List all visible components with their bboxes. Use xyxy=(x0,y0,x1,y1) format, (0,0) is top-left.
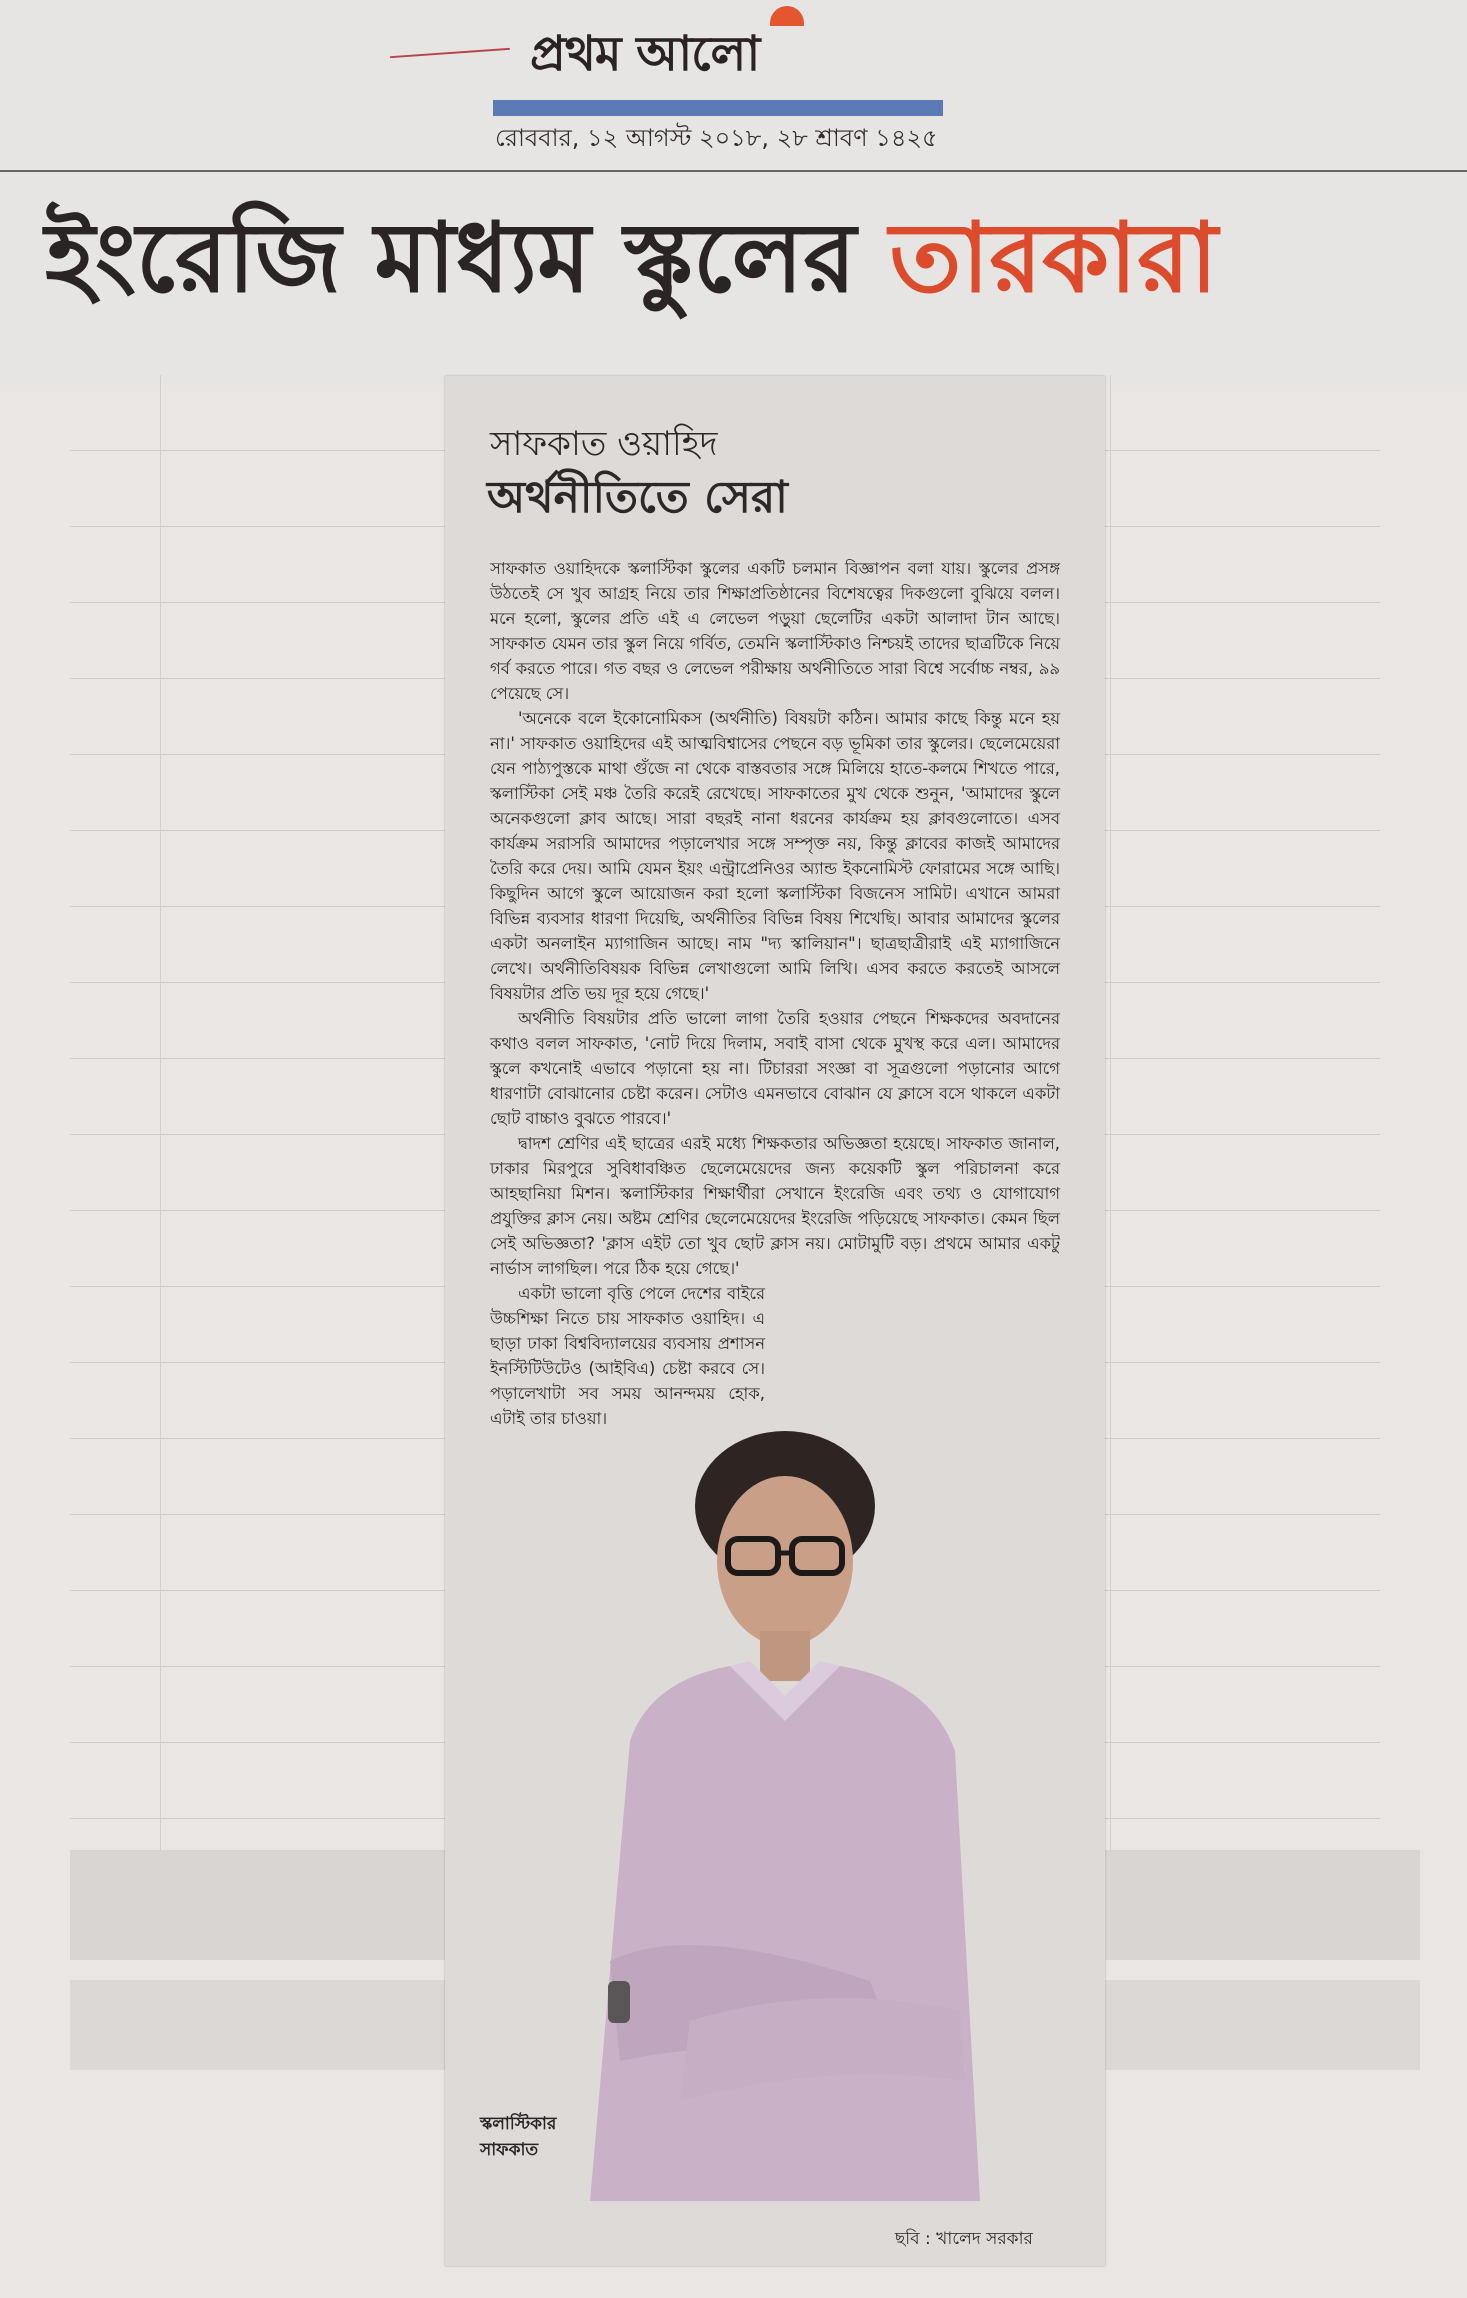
paragraph: দ্বাদশ শ্রেণির এই ছাত্রের এরই মধ্যে শিক্ষকতার অভিজ্ঞতা হয়েছে। সাফকাত জানাল, ঢাকার মিরপুরে সুবিধাবঞ্চিত ছেলেমেয়েদের জন্য কয়েকটি স্কুল পরিচালনা করে আহছানিয়া মিশন। স্কলাস্টিকার শিক্ষার্থীরা সেখানে ইংরেজি এবং তথ্য ও যোগাযোগ প্রযুক্তির ক্লাস নেয়। অষ্টম শ্রেণির ছেলেমেয়েদের ইংরেজি পড়িয়েছে সাফকাত। কেমন ছিল সেই অভিজ্ঞতা? 'ক্লাস এইট তো খুব ছোট ক্লাস নয়। মোটামুটি বড়। প্রথমে আমার একটু নার্ভাস লাগছিল। পরে ঠিক হয়ে গেছে।' xyxy=(490,1134,1060,1278)
photo-credit: ছবি : খালেদ সরকার xyxy=(895,2229,1033,2249)
photo-caption xyxy=(480,2111,556,2163)
caption-line: সাফকাত xyxy=(480,2140,539,2160)
headline-main: ইংরেজি মাধ্যম স্কুলের xyxy=(45,201,856,314)
student-photo xyxy=(570,1421,1000,2201)
paragraph: একটা ভালো বৃত্তি পেলে দেশের বাইরে উচ্চশিক্ষা নিতে চায় সাফকাত ওয়াহিদ। এ ছাড়া ঢাকা বিশ্ববিদ্যালয়ের ব্যবসায় প্রশাসন ইনস্টিটিউটেও (আইবিএ) চেষ্টা করবে সে। পড়ালেখাটা সব সময় আনন্দময় হোক, এটাই তার চাওয়া। xyxy=(490,1284,765,1428)
dateline: রোববার, ১২ আগস্ট ২০১৮, ২৮ শ্রাবণ ১৪২৫ xyxy=(495,124,938,152)
section-headline xyxy=(45,200,1218,315)
pencil-mark xyxy=(390,48,510,58)
caption-line: স্কলাস্টিকার xyxy=(480,2114,557,2134)
masthead-rule xyxy=(0,170,1467,172)
article-clipping xyxy=(445,376,1105,2266)
headline-accent: তারকারা xyxy=(889,201,1218,314)
article-title: অর্থনীতিতে সেরা xyxy=(487,472,788,523)
newspaper-logo: প্রথম আলো xyxy=(530,26,760,82)
paragraph: 'অনেকে বলে ইকোনোমিকস (অর্থনীতি) বিষয়টা কঠিন। আমার কাছে কিন্তু মনে হয় না।' সাফকাত ওয়াহিদের এই আত্মবিশ্বাসের পেছনে বড় ভূমিকা তার স্কুলের। ছেলেমেয়েরা যেন পাঠ্যপুস্তকে মাথা গুঁজে না থেকে বাস্তবতার সঙ্গে মিলিয়ে হাতে-কলমে শিখতে পারে, স্কলাস্টিকা সেই মঞ্চ তৈরি করেই রেখেছে। সাফকাতের মুখ থেকে শুনুন, 'আমাদের স্কুলে অনেকগুলো ক্লাব আছে। সারা বছরই নানা ধরনের কার্যক্রম হয় ক্লাবগুলোতে। এসব কার্যক্রম সরাসরি আমাদের পড়ালেখার সঙ্গে সম্পৃক্ত নয়, কিন্তু ক্লাবের কাজই আমাদের তৈরি করে দেয়। আমি যেমন ইয়ং এন্ট্রাপ্রেনিওর অ্যান্ড ইকনোমিস্ট ফোরামের সঙ্গে আছি। কিছুদিন আগে স্কুলে আয়োজন করা হলো স্কলাস্টিকা বিজনেস সামিট। এখানে আমরা বিভিন্ন ব্যবসার ধারণা দিয়েছি, অর্থনীতির বিভিন্ন বিষয় শিখেছি। আবার আমাদের স্কুলের একটা অনলাইন ম্যাগাজিন আছে। নাম "দ্য স্কালিয়ান"। ছাত্রছাত্রীরাই এই ম্যাগাজিনে লেখে। অর্থনীতিবিষয়ক বিভিন্ন লেখাগুলো আমি লিখি। এসব করতে করতেই আসলে বিষয়টার প্রতি ভয় দূর হয়ে গেছে।' xyxy=(490,709,1060,1003)
paragraph: অর্থনীতি বিষয়টার প্রতি ভালো লাগা তৈরি হওয়ার পেছনে শিক্ষকদের অবদানের কথাও বলল সাফকাত, 'নোট দিয়ে দিলাম, সবাই বাসা থেকে মুখস্থ করে এল। আমাদের স্কুলে কখনোই এভাবে পড়ানো হয় না। টিচাররা সংজ্ঞা বা সূত্রগুলো পড়ানোর আগে ধারণাটা বোঝানোর চেষ্টা করেন। সেটাও এমনভাবে বোঝান যে ক্লাসে বসে থাকলে একটা ছোট বাচ্চাও বুঝতে পারবে।' xyxy=(490,1009,1060,1128)
logo-sun-icon xyxy=(770,6,804,26)
logo-underline-bar xyxy=(493,100,943,116)
article-body xyxy=(490,556,1060,1431)
article-kicker: সাফকাত ওয়াহিদ xyxy=(490,424,718,464)
newspaper-masthead xyxy=(0,0,1467,385)
paragraph: সাফকাত ওয়াহিদকে স্কলাস্টিকা স্কুলের একটি চলমান বিজ্ঞাপন বলা যায়। স্কুলের প্রসঙ্গ উঠতেই সে খুব আগ্রহ নিয়ে তার শিক্ষাপ্রতিষ্ঠানের বিশেষত্বের দিকগুলো বুঝিয়ে বলল। মনে হলো, স্কুলের প্রতি এই এ লেভেল পড়ুয়া ছেলেটির একটা আলাদা টান আছে। সাফকাত যেমন তার স্কুল নিয়ে গর্বিত, তেমনি স্কলাস্টিকাও নিশ্চয়ই তাদের ছাত্রটিকে নিয়ে গর্ব করতে পারে। গত বছর ও লেভেল পরীক্ষায় অর্থনীতিতে সারা বিশ্বে সর্বোচ্চ নম্বর, ৯৯ পেয়েছে সে। xyxy=(490,559,1060,703)
